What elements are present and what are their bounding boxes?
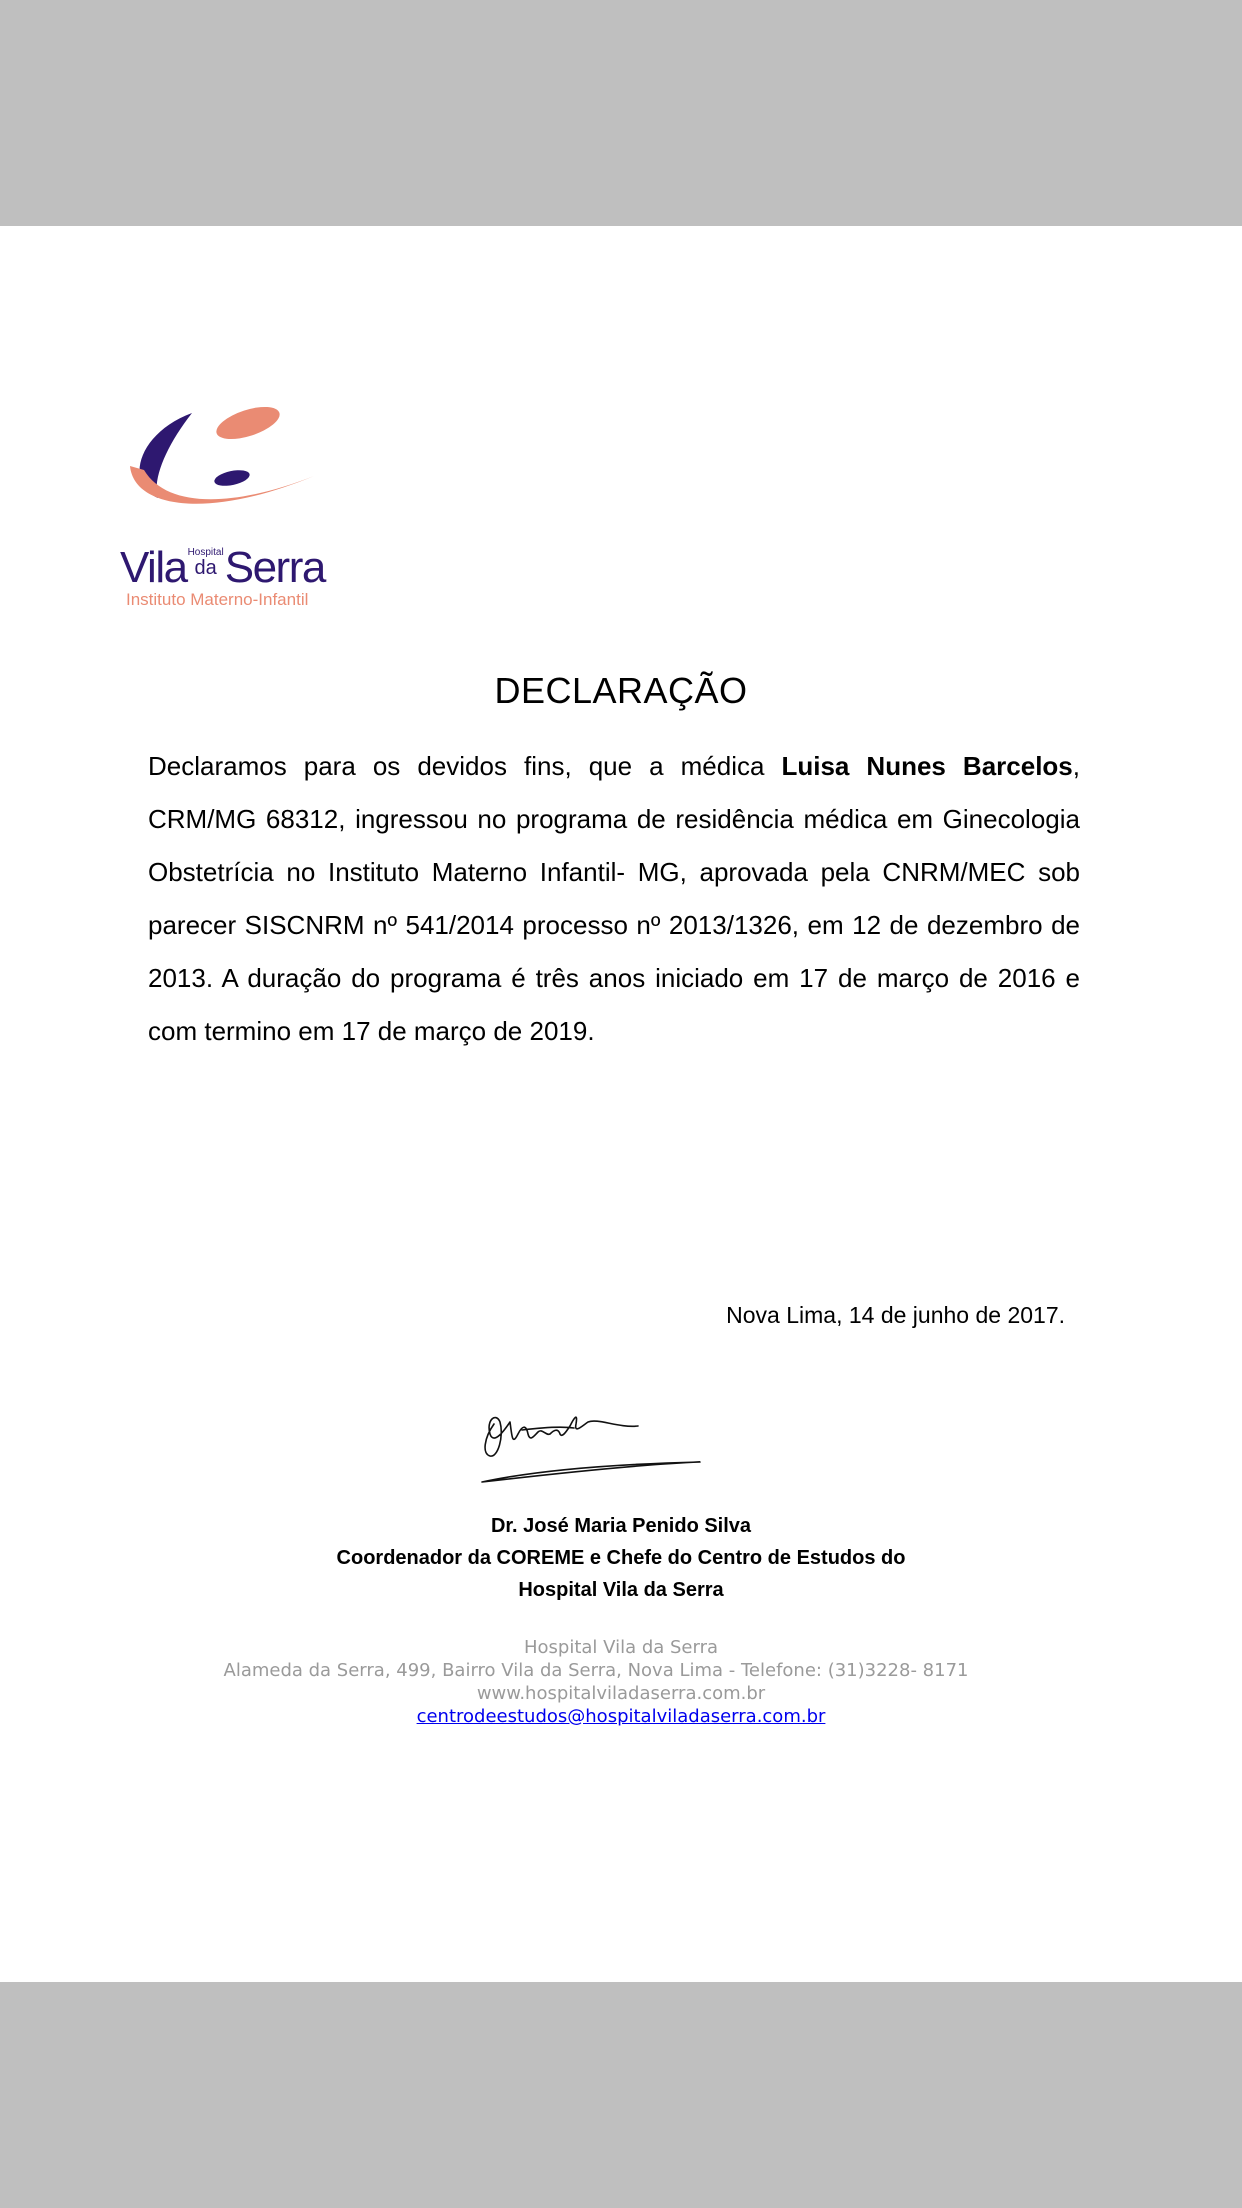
footer-org: Hospital Vila da Serra: [523, 1637, 719, 1658]
footer-email-link[interactable]: centrodeestudos@hospitalviladaserra.com.br: [416, 1706, 826, 1727]
signatory-role-line2: Hospital Vila da Serra: [518, 1579, 724, 1601]
signatory-role-line1: Coordenador da COREME e Chefe do Centro de Estudos do: [336, 1547, 906, 1569]
signatory-block: [0, 1510, 1242, 1606]
logo-wordmark: Vila Hospital da Serra: [120, 543, 325, 592]
place-date: Nova Lima, 14 de junho de 2017.: [726, 1302, 1065, 1328]
footer-website: www.hospitalviladaserra.com.br: [476, 1683, 766, 1704]
logo-swoosh-icon: [118, 398, 328, 548]
document-title: DECLARAÇÃO: [494, 670, 748, 711]
body-rest: , CRM/MG 68312, ingressou no programa de residência médica em Ginecologia Obstetrícia no Instituto Materno Infantil- MG, aprovada pela CNRM/MEC sob parecer SISCNRM nº 541/2014 processo nº 2013/1326, em 12 de dezembro de 2013. A duração do programa é três anos iniciado em 17 de março de 2016 e com termino em 17 de março de 2019.: [148, 751, 1081, 1046]
logo-subtitle: Instituto Materno-Infantil: [126, 590, 309, 609]
handwritten-signature: [478, 1406, 704, 1486]
declaration-body: [148, 740, 1080, 1058]
doctor-name: Luisa Nunes Barcelos: [781, 751, 1073, 781]
hospital-logo: [118, 398, 328, 609]
signatory-name: Dr. José Maria Penido Silva: [490, 1515, 752, 1537]
footer-contact: [0, 1636, 1242, 1728]
body-intro: Declaramos para os devidos fins, que a médica: [148, 751, 782, 781]
document-page: [0, 226, 1242, 1982]
footer-address: Alameda da Serra, 499, Bairro Vila da Serra, Nova Lima - Telefone: (31)3228- 8171: [223, 1660, 969, 1681]
